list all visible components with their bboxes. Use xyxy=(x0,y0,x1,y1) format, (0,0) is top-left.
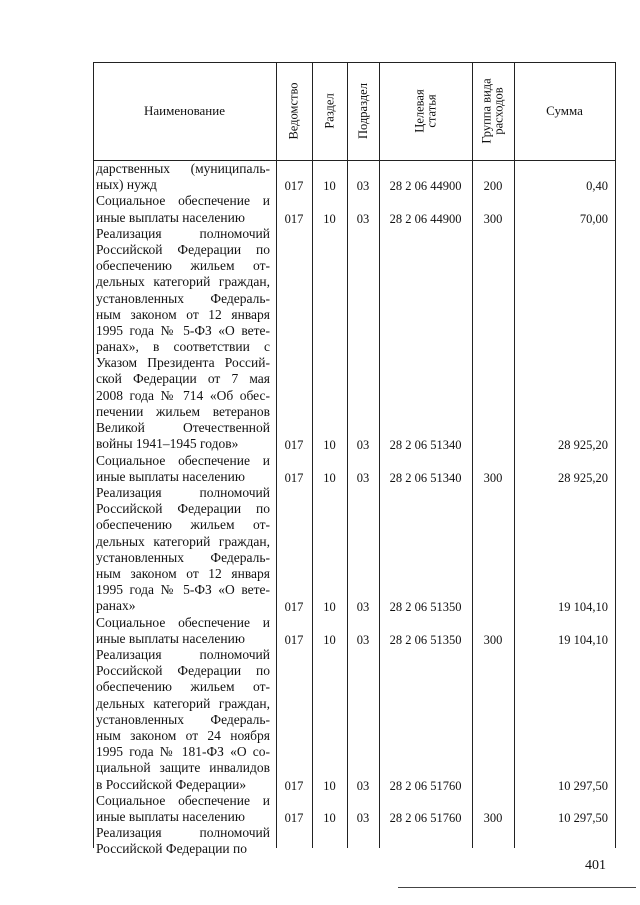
header-celevaya-cell xyxy=(379,62,472,160)
row-name-line: установленных Федераль- xyxy=(96,290,270,306)
table-row xyxy=(0,647,640,793)
row-name xyxy=(96,485,270,615)
row-name-line: ным законом от 12 января xyxy=(96,306,270,322)
footer-rule xyxy=(398,887,636,888)
header-gruppa-line1: Группа вида xyxy=(480,78,495,144)
row-name-line: циальной защите инвалидов xyxy=(96,760,270,776)
header-vedomstvo-cell xyxy=(276,62,312,160)
row-vedomstvo: 017 xyxy=(284,470,304,485)
row-name xyxy=(96,647,270,793)
row-name-line: в Российской Федерации» xyxy=(96,776,247,792)
row-name-line: Российской Федерации по xyxy=(96,241,270,257)
row-name-line: Социальное обеспечение и xyxy=(96,792,270,808)
table-row xyxy=(0,485,640,615)
row-gruppa-vida: 300 xyxy=(483,211,503,226)
header-podrazdel: Подраздел xyxy=(356,83,370,139)
header-gruppa-line2: расходов xyxy=(492,87,507,135)
table-row xyxy=(0,615,640,647)
row-name-line: обеспечению жильем от- xyxy=(96,258,270,274)
row-name xyxy=(96,453,270,485)
row-vedomstvo: 017 xyxy=(284,778,304,793)
row-razdel: 10 xyxy=(323,470,336,485)
row-podrazdel: 03 xyxy=(356,438,370,453)
row-razdel: 10 xyxy=(323,810,336,825)
row-name-line: Реализация полномочий xyxy=(96,647,270,662)
row-name-line: Социальное обеспечение и xyxy=(96,614,270,630)
header-razdel: Раздел xyxy=(322,93,337,129)
header-podrazdel-cell xyxy=(347,62,379,160)
row-vedomstvo: 017 xyxy=(284,810,304,825)
row-name-line: установленных Федераль- xyxy=(96,549,270,565)
row-razdel: 10 xyxy=(323,179,336,194)
row-name-line: дельных категорий граждан, xyxy=(96,533,270,549)
row-podrazdel: 03 xyxy=(356,778,370,793)
header-vedomstvo: Ведомство xyxy=(287,82,301,140)
row-celevaya-statya: 28 2 06 51760 xyxy=(389,810,462,825)
row-celevaya-statya: 28 2 06 51340 xyxy=(389,470,462,485)
header-celevaya-line2: статья xyxy=(424,94,439,128)
table-row xyxy=(0,825,640,857)
header-gruppa-cell xyxy=(472,62,514,160)
header-razdel-cell xyxy=(312,62,347,160)
row-summa: 70,00 xyxy=(579,211,608,226)
row-name xyxy=(96,193,270,225)
header-name-cell xyxy=(93,62,276,160)
row-gruppa-vida: 300 xyxy=(483,632,503,647)
row-razdel: 10 xyxy=(323,211,336,226)
row-gruppa-vida: 300 xyxy=(483,470,503,485)
header-name: Наименование xyxy=(144,103,225,118)
row-name-line: дарственных (муниципаль- xyxy=(96,161,270,176)
row-name-line: иные выплаты населению xyxy=(96,808,245,824)
header-summa: Сумма xyxy=(546,103,583,118)
row-podrazdel: 03 xyxy=(356,632,370,647)
row-name-line: установленных Федераль- xyxy=(96,711,270,727)
row-celevaya-statya: 28 2 06 44900 xyxy=(389,211,462,226)
row-name-line: Указом Президента Россий- xyxy=(96,355,270,371)
row-name-line: Социальное обеспечение и xyxy=(96,193,270,209)
table-row xyxy=(0,161,640,193)
row-razdel: 10 xyxy=(323,778,336,793)
page-number: 401 xyxy=(585,858,606,873)
row-podrazdel: 03 xyxy=(356,211,370,226)
table-row xyxy=(0,453,640,485)
row-name-line: Российской Федерации по xyxy=(96,663,270,679)
row-celevaya-statya: 28 2 06 51760 xyxy=(389,778,462,793)
row-summa: 0,40 xyxy=(586,179,608,194)
row-vedomstvo: 017 xyxy=(284,211,304,226)
row-summa: 19 104,10 xyxy=(558,632,608,647)
row-gruppa-vida: 300 xyxy=(483,810,503,825)
row-summa: 28 925,20 xyxy=(558,470,608,485)
row-name-line: ным законом от 24 ноября xyxy=(96,727,270,743)
row-celevaya-statya: 28 2 06 51350 xyxy=(389,632,462,647)
row-name-line: дельных категорий граждан, xyxy=(96,274,270,290)
row-name-line: печении жильем ветеранов xyxy=(96,403,270,419)
row-name-line: ской Федерации от 7 мая xyxy=(96,371,270,387)
row-name-line: ным законом от 12 января xyxy=(96,565,270,581)
row-vedomstvo: 017 xyxy=(284,632,304,647)
table-row xyxy=(0,193,640,225)
row-name-line: дельных категорий граждан, xyxy=(96,695,270,711)
row-vedomstvo: 017 xyxy=(284,179,304,194)
header-summa-cell xyxy=(514,62,615,160)
row-name-line: 1995 года № 5-ФЗ «О ветe- xyxy=(96,322,270,338)
row-celevaya-statya: 28 2 06 51340 xyxy=(389,438,462,453)
row-summa: 10 297,50 xyxy=(558,778,608,793)
row-podrazdel: 03 xyxy=(356,470,370,485)
row-name-line: войны 1941–1945 годов» xyxy=(96,436,239,452)
row-name-line: ранах», в соответствии с xyxy=(96,339,270,355)
row-name xyxy=(96,161,270,193)
row-razdel: 10 xyxy=(323,600,336,615)
table-row xyxy=(0,226,640,453)
row-name-line: иные выплаты населению xyxy=(96,468,245,484)
row-name-line: Реализация полномочий xyxy=(96,825,270,841)
row-name-line: 1995 года № 5-ФЗ «О вете- xyxy=(96,582,270,598)
row-name-line: ранах» xyxy=(96,598,136,614)
row-razdel: 10 xyxy=(323,438,336,453)
row-name-line: Социальное обеспечение и xyxy=(96,452,270,468)
row-name-line: Реализация полномочий xyxy=(96,225,270,241)
row-podrazdel: 03 xyxy=(356,600,370,615)
row-celevaya-statya: 28 2 06 44900 xyxy=(389,179,462,194)
row-name-line: иные выплаты населению xyxy=(96,630,245,646)
row-name-line: Российской Федерации по xyxy=(96,841,248,857)
row-name-line: обеспечению жильем от- xyxy=(96,517,270,533)
row-name-line: 1995 года № 181-ФЗ «О со- xyxy=(96,744,270,760)
row-razdel: 10 xyxy=(323,632,336,647)
row-name-line: Великой Отечественной xyxy=(96,420,270,436)
row-celevaya-statya: 28 2 06 51350 xyxy=(389,600,462,615)
row-podrazdel: 03 xyxy=(356,179,370,194)
row-name xyxy=(96,226,270,453)
row-summa: 10 297,50 xyxy=(558,810,608,825)
row-name xyxy=(96,615,270,647)
row-summa: 19 104,10 xyxy=(558,600,608,615)
row-podrazdel: 03 xyxy=(356,810,370,825)
row-name-line: обеспечению жильем от- xyxy=(96,679,270,695)
row-vedomstvo: 017 xyxy=(284,600,304,615)
row-name xyxy=(96,793,270,825)
header-celevaya xyxy=(414,89,438,132)
row-gruppa-vida: 200 xyxy=(483,179,503,194)
row-name-line: Российской Федерации по xyxy=(96,501,270,517)
row-name xyxy=(96,825,270,857)
row-name-line: Реализация полномочий xyxy=(96,485,270,500)
row-summa: 28 925,20 xyxy=(558,438,608,453)
row-name-line: иные выплаты населению xyxy=(96,209,245,225)
header-gruppa xyxy=(481,78,505,143)
row-vedomstvo: 017 xyxy=(284,438,304,453)
table-row xyxy=(0,793,640,825)
header-celevaya-line1: Целевая xyxy=(412,89,427,133)
row-name-line: ных) нужд xyxy=(96,177,157,193)
row-name-line: 2008 года № 714 «Об обес- xyxy=(96,387,270,403)
